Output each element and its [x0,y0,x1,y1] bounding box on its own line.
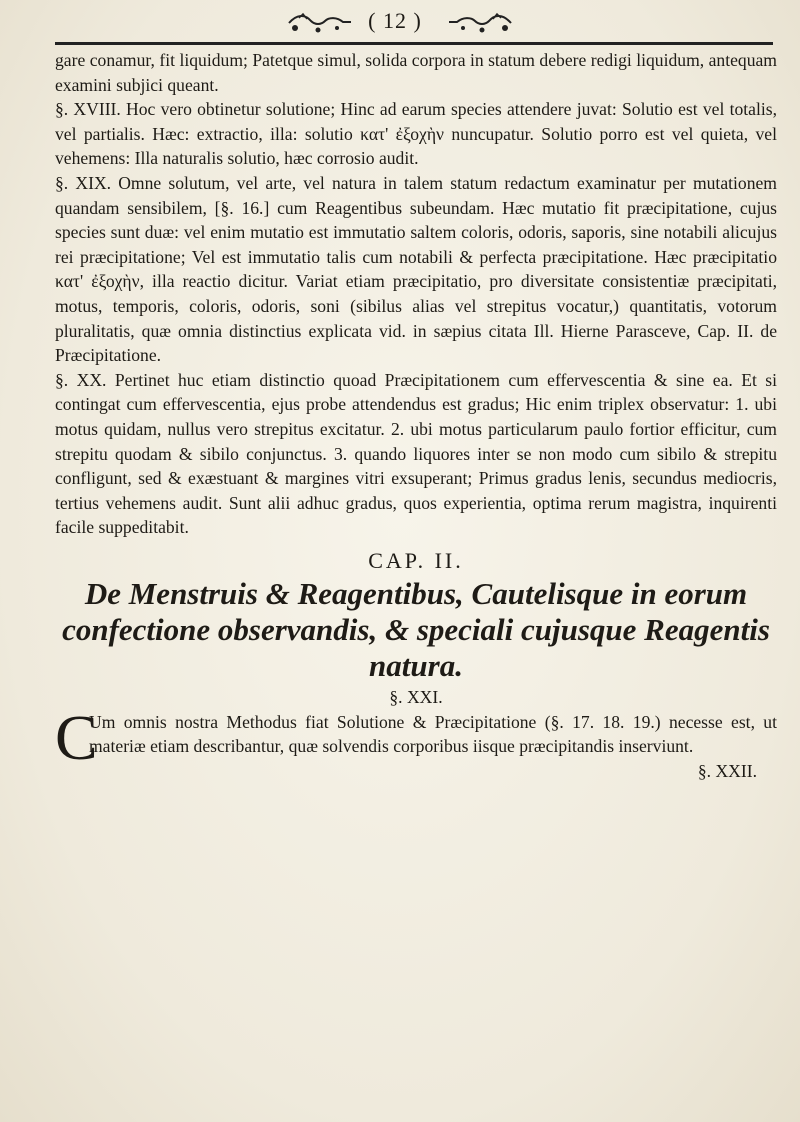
section-21-text: Um omnis nostra Methodus fiat Solutione & Præcipitatione (§. 17. 18. 19.) necesse est, ut materiæ etiam describantur, quæ solvendis corporibus iisque præcipitandis inserviunt. [89,711,777,757]
ornament-left-icon [285,10,355,36]
paragraph-section-20: §. XX. Pertinet huc etiam distinctio quoad Præcipitationem cum effervescentia & sine ea. Et si contingat cum effervescentia, ejus probe attendendus est gradus; Hic enim triplex observatur: 1. ubi motus quidam, nullus vero strepitus excitatur. 2. ubi motus particularum paulo fortior efficitur, cum strepitu quodam & sibilo conjunctus. 3. quando liquores inter se non modo cum sibilo & strepitu confligunt, sed & exæstuant & margines vitri exsuperant; Primus gradus lenis, secundus mediocris, tertius vehemens audit. Sunt alii adhuc gradus, quos experientia, optima rerum magistra, inquirenti facile suppeditabit. [55,369,777,538]
drop-capital: C [55,701,98,773]
chapter-title: De Menstruis & Reagentibus, Cautelisque in eorum confectione observandis, & speciali cujusque Reagentis natura. [62,575,770,683]
page-number: ( 12 ) [368,8,422,33]
section-number: §. XXI. [389,686,443,707]
paragraph-continuation: gare conamur, fit liquidum; Patetque simul, solida corpora in statum debere redigi liquidum, antequam examini subjici queant. [55,50,777,95]
page-header [0,6,800,40]
paragraph-section-18: §. XVIII. Hoc vero obtinetur solutione; Hinc ad earum species attendere juvat: Solutio est vel totalis, vel partialis. Hæc: extractio, illa: solutio κατ' ἐξοχὴν nuncupatur. Solutio porro est vel quieta, vel vehemens: Illa naturalis solutio, hæc corrosio audit. [55,99,777,169]
header-rule [55,42,773,45]
paragraph-section-19: §. XIX. Omne solutum, vel arte, vel natura in talem statum redactum examinatur per mutationem quandam sensibilem, [§. 16.] cum Reagentibus subeundam. Hæc mutatio fit præcipitatione, cujus species sunt duæ: vel enim mutatio est immutatio saltem coloris, odoris, saporis, sine notabili alicujus rei præcipitatione; Vel est immutatio talis cum notabili & perfecta præcipitatione. Hæc præcipitatio κατ' ἐξοχὴν, illa reactio dicitur. Variat etiam præcipitatio, pro diversitate consistentiæ præcipitati, motus, temporis, coloris, odoris, soni (sibilus alias vel strepitus vocatur,) quantitatis, votorum pluralitatis, quæ omnia distinctius explicata vid. in sæpius citata Ill. Hierne Parasceve, Cap. II. de Præcipitatione. [55,172,777,366]
ornament-right-icon [445,10,515,36]
catchword: §. XXII. [697,761,757,782]
chapter-heading: CAP. II. [368,547,464,573]
body-text [55,48,777,784]
